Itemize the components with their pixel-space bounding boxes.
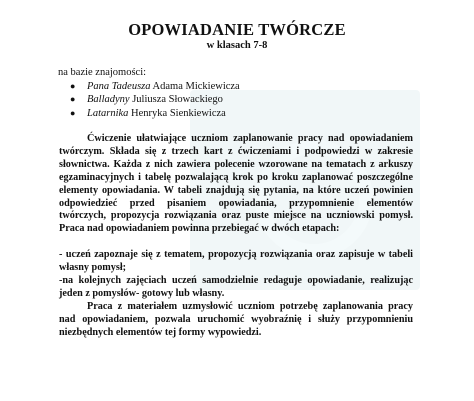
step-two-paragraph: -na kolejnych zajęciach uczeń samodzielnie redaguje opowiadanie, realizując jeden z pomysłów- gotowy lub własny. [59, 275, 413, 299]
document-title: OPOWIADANIE TWÓRCZE [128, 20, 346, 39]
work-author: Juliusza Słowackiego [132, 94, 223, 106]
description-paragraph: Ćwiczenie ułatwiające uczniom zaplanowanie pracy nad opowiadaniem twórczym. Składa się z trzech kart z ćwiczeniami i podpowiedzi w zakresie słownictwa. Każda z nich zawiera polecenie wzorowane na tematach z arkuszy egzaminacyjnych i tabelę pozwalającą krok po kroku zaplanować poszczególne elementy opowiadania. W tabeli znajdują się pytania, na które uczeń powinien odpowiedzieć przed pisaniem opowiadania, przypomnienie elementów twórczych, propozycja rozwiązania oraz puste miejsce na uczniowski pomysł. Praca nad opowiadaniem powinna przebiegać w dwóch etapach: [59, 133, 413, 235]
closing-paragraph: Praca z materiałem uzmysłowić uczniom potrzebę zaplanowania pracy nad opowiadaniem, pozwala uruchomić wyobraźnię i służy przypomnieniu niezbędnych elementów tej formy wypowiedzi. [59, 301, 413, 338]
bullet-icon: ● [70, 81, 76, 91]
step-one-paragraph: - uczeń zapoznaje się z tematem, propozycją rozwiązania oraz zapisuje w tabeli własny pomysł; [59, 249, 413, 273]
work-title: Pana Tadeusza [87, 81, 151, 92]
bullet-icon: ● [70, 107, 76, 118]
sources-intro: na bazie znajomości: [58, 67, 147, 78]
list-item [58, 80, 240, 93]
bullet-icon: ● [70, 94, 76, 105]
document-subtitle: w klasach 7-8 [206, 40, 268, 51]
work-author: Henryka Sienkiewicza [131, 107, 226, 119]
sources-list [58, 80, 240, 120]
list-item [58, 107, 240, 120]
work-title: Latarnika [87, 107, 129, 119]
work-author: Adama Mickiewicza [152, 81, 240, 92]
list-item [58, 93, 240, 106]
work-title: Balladyny [87, 94, 130, 106]
